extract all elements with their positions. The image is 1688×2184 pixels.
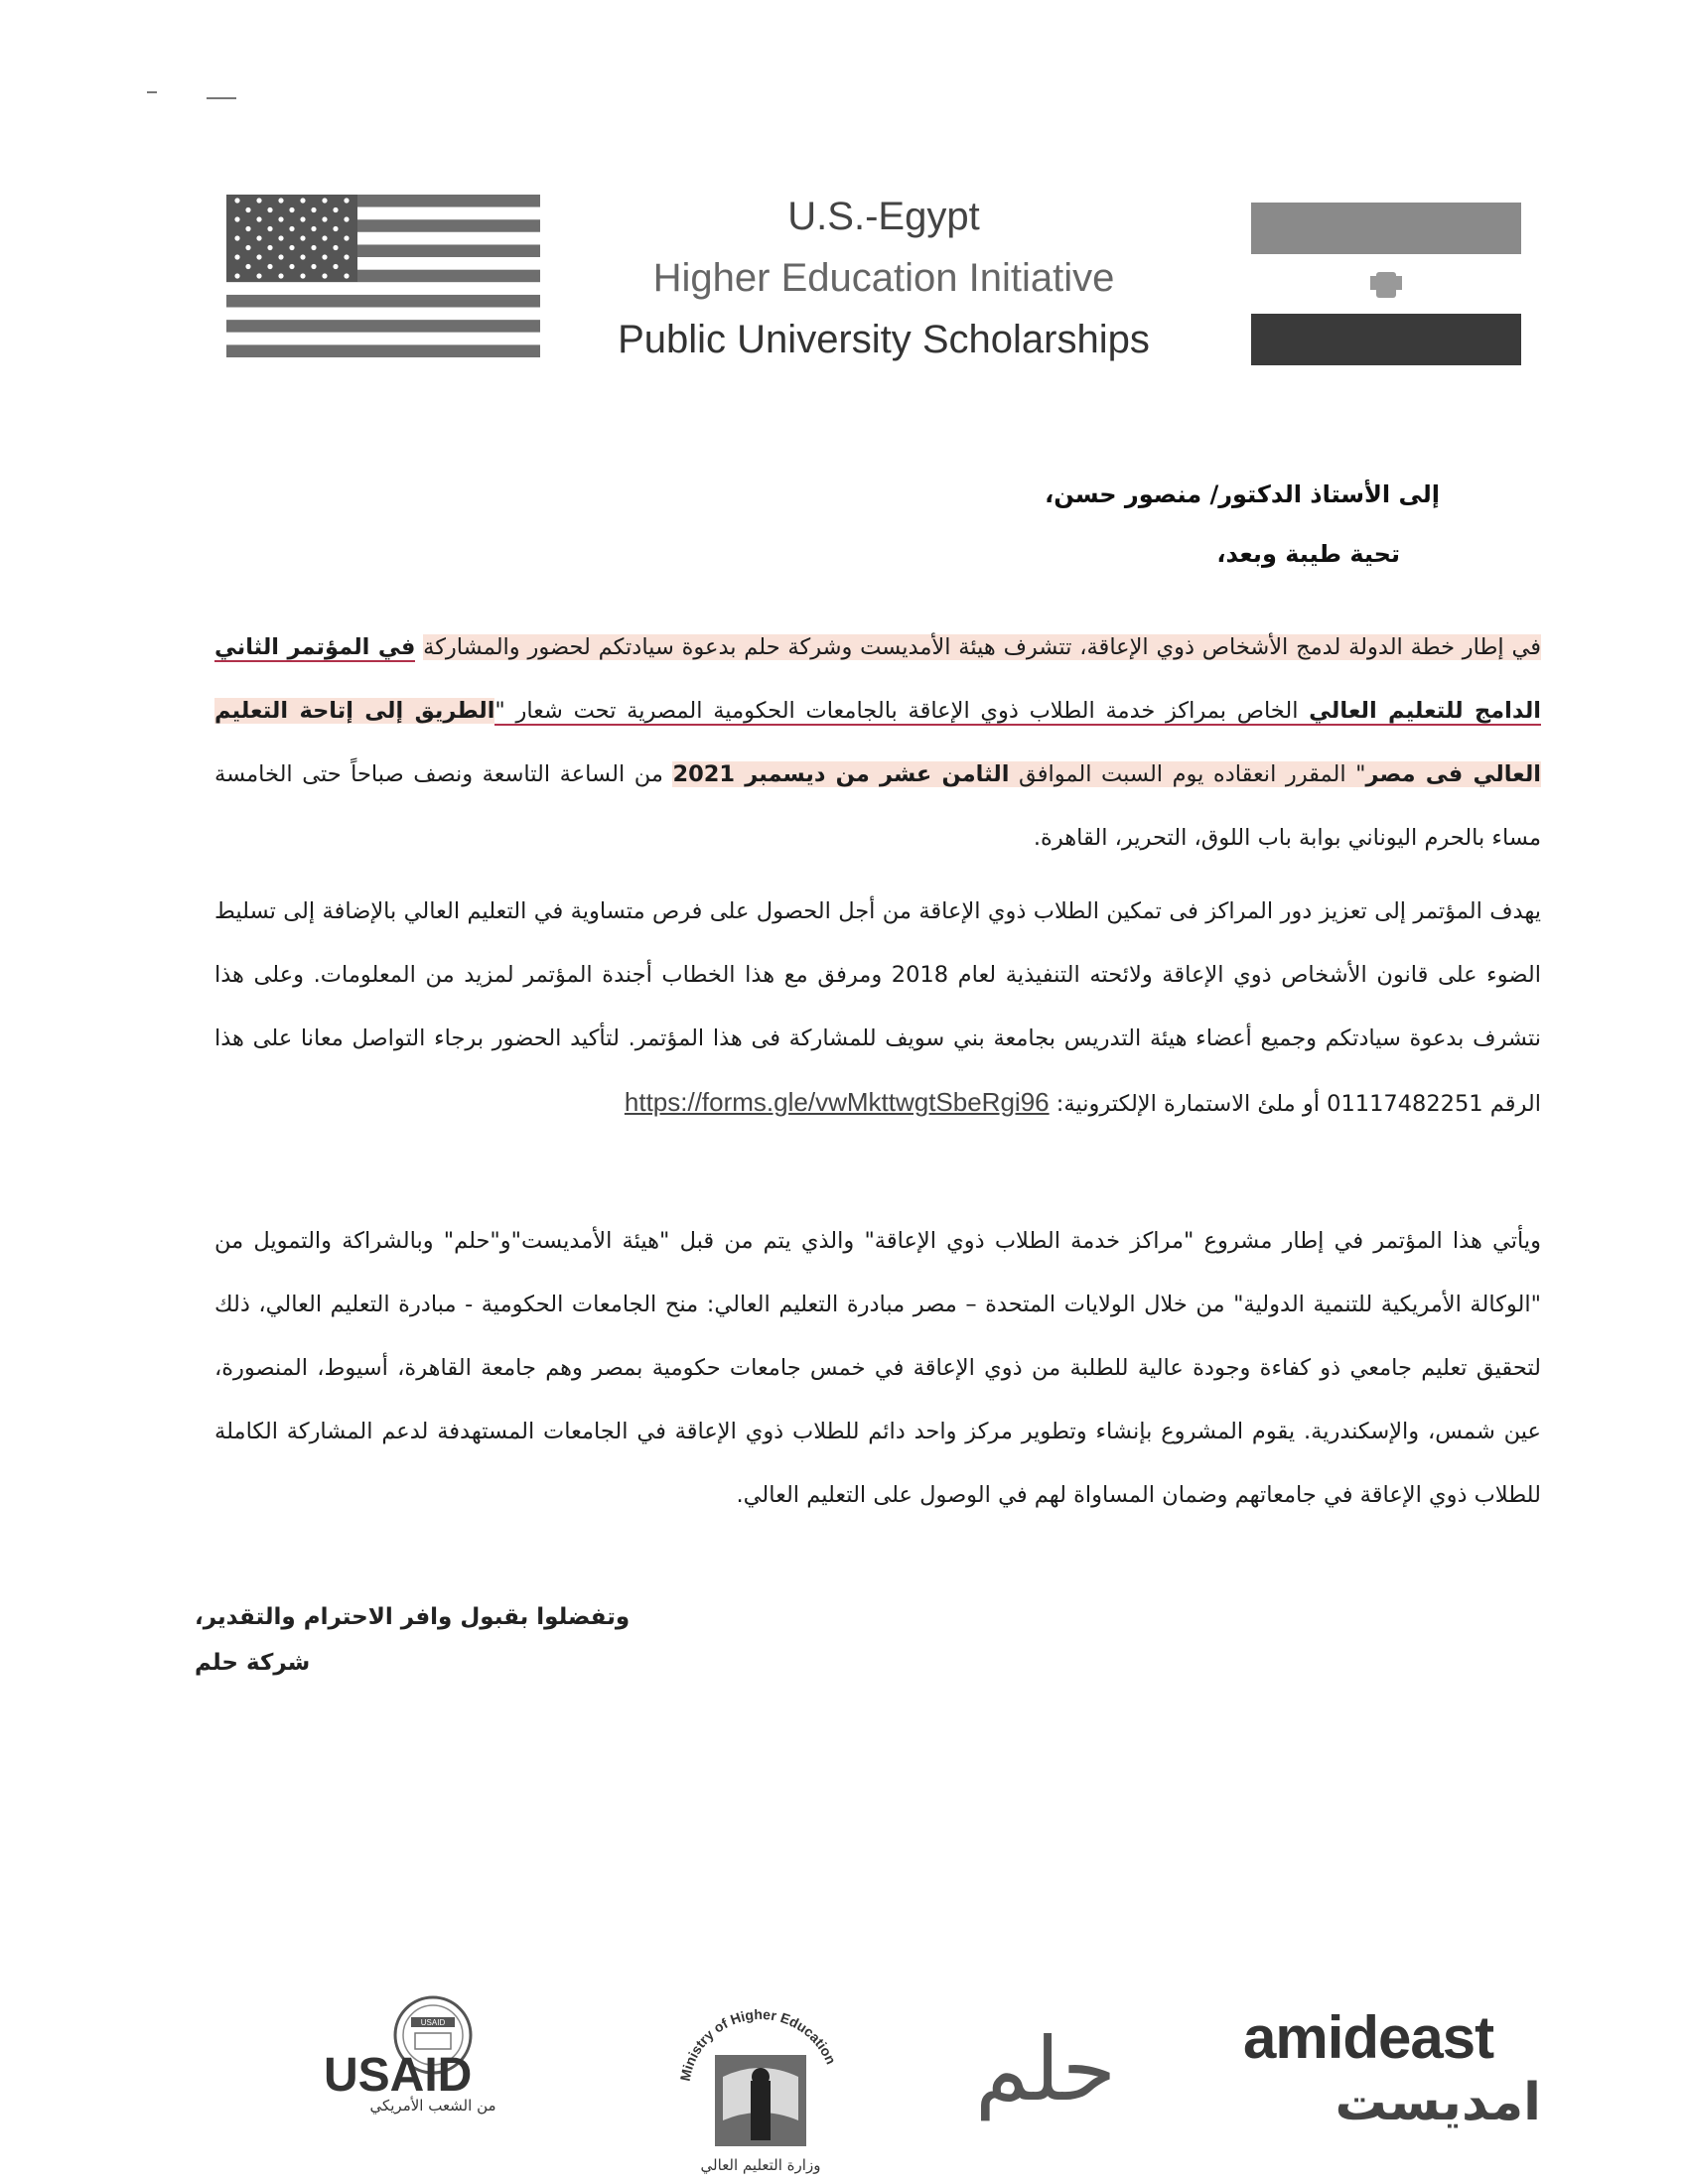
- scan-mark: [147, 91, 157, 93]
- p1-text-4: من الساعة التاسعة ونصف صباحاً حتى الخامسة مساء بالحرم اليوناني بوابة باب اللوق، التحرير، القاهرة.: [214, 761, 1541, 851]
- p1-date: الثامن عشر من ديسمبر 2021: [672, 761, 1010, 787]
- header-title-line2: Higher Education Initiative: [652, 256, 1115, 300]
- us-flag-image: [226, 195, 540, 357]
- p1-slogan: الطريق إلى إتاحة التعليم العالي فى مصر: [214, 698, 1542, 787]
- p1-text-3: " المقرر انعقاده يوم السبت الموافق: [1009, 761, 1366, 787]
- ministry-arabic-name: وزارة التعليم العالي: [700, 2156, 821, 2174]
- header-title-line3: Public University Scholarships: [618, 318, 1150, 361]
- amideast-logo: [1243, 2005, 1541, 2144]
- amideast-arabic-wordmark: امديست: [1335, 2073, 1541, 2132]
- egypt-flag-image: [1251, 203, 1521, 365]
- registration-form-link[interactable]: https://forms.gle/vwMkttwgtSbeRgi96: [624, 1087, 1050, 1117]
- usaid-name: USAID: [324, 2049, 473, 2093]
- addressee: إلى الأستاذ الدكتور/ منصور حسن،: [1045, 480, 1440, 508]
- ministry-arc-text: Ministry of Higher Education: [676, 2005, 840, 2083]
- header-title-line1: U.S.-Egypt: [787, 195, 980, 238]
- usaid-seal-label: USAID: [420, 2018, 446, 2027]
- p1-text-1: في إطار خطة الدولة لدمج الأشخاص ذوي الإعاقة، تتشرف هيئة الأمديست وشركة حلم بدعوة سيادتكم لحضور والمشاركة: [423, 634, 1541, 660]
- usaid-tagline: من الشعب الأمريكي: [369, 2097, 496, 2115]
- greeting: تحية طيبة وبعد،: [1216, 540, 1400, 568]
- usaid-seal-icon: [324, 1993, 542, 2093]
- amideast-wordmark: amideast: [1243, 2004, 1494, 2071]
- p1-conference-name: في المؤتمر الثاني الدامج للتعليم العالي: [214, 634, 1541, 724]
- helm-logo: [951, 2015, 1140, 2134]
- p2-text: يهدف المؤتمر إلى تعزيز دور المراكز فى تمكين الطلاب ذوي الإعاقة من أجل الحصول على فرص متساوية في التعليم العالي بالإضافة إلى تسليط الضوء على قانون الأشخاص ذوي الإعاقة ولائحته التنفيذية لعام 2018 ومرفق مع هذا الخطاب أجندة المؤتمر لمزيد من المعلومات. وعلى هذا نتشرف بدعوة سيادتكم وجميع أعضاء هيئة التدريس بجامعة بني سويف للمشاركة فى هذا المؤتمر. لتأكيد الحضور برجاء التواصل معانا على هذا الرقم 01117482251 أو ملئ الاستمارة الإلكترونية:: [214, 898, 1541, 1117]
- paragraph-project: [214, 1209, 1541, 1527]
- paragraph-objectives: [214, 880, 1541, 1136]
- ministry-higher-education-logo: [663, 1981, 858, 2180]
- scan-mark: [207, 97, 236, 99]
- helm-wordmark: حلم: [974, 2018, 1117, 2120]
- paragraph-invitation: [214, 615, 1541, 870]
- p3-text: ويأتي هذا المؤتمر في إطار مشروع "مراكز خدمة الطلاب ذوي الإعاقة" والذي يتم من قبل "هيئة الأمديست"و"حلم" وبالشراكة والتمويل من "الوكالة الأمريكية للتنمية الدولية" من خلال الولايات المتحدة – مصر مبادرة التعليم العالي: منح الجامعات الحكومية - مبادرة التعليم العالي، ذلك لتحقيق تعليم جامعي ذو كفاءة وجودة عالية للطلبة من ذوي الإعاقة في خمس جامعات حكومية بمصر وهم جامعة القاهرة، أسيوط، المنصورة، عين شمس، والإسكندرية. يقوم المشروع بإنشاء وتطوير مركز واحد دائم للطلاب ذوي الإعاقة في الجامعات المستهدفة لدعم المشاركة الكاملة للطلاب ذوي الإعاقة في جامعاتهم وضمان المساواة لهم في الوصول على التعليم العالي.: [214, 1228, 1541, 1508]
- signature-company: شركة حلم: [195, 1650, 311, 1676]
- p1-text-2: الخاص بمراكز خدمة الطلاب ذوي الإعاقة بالجامعات الحكومية المصرية تحت شعار ": [494, 698, 1310, 724]
- ministry-emblem-icon: [663, 1981, 858, 2152]
- closing-regards: وتفضلوا بقبول وافر الاحترام والتقدير،: [195, 1604, 631, 1630]
- usaid-logo: [324, 1993, 542, 2142]
